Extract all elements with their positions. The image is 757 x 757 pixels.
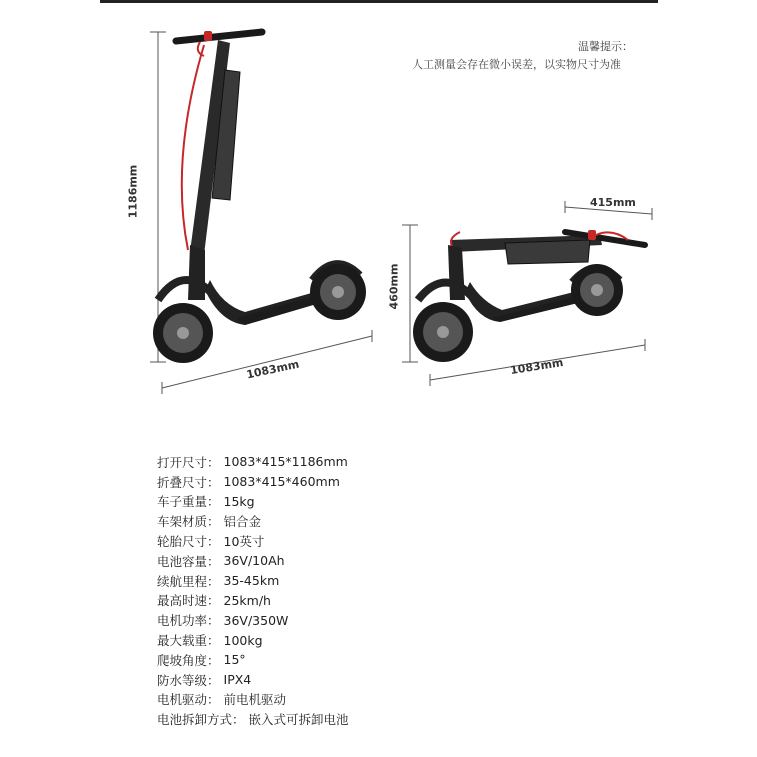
spec-label: 防水等级： bbox=[157, 672, 220, 688]
spec-value: 前电机驱动 bbox=[223, 692, 287, 708]
spec-value: IPX4 bbox=[223, 672, 252, 688]
tip-title: 温馨提示： bbox=[578, 40, 633, 53]
spec-label: 打开尺寸： bbox=[157, 454, 220, 470]
spec-label: 最高时速： bbox=[157, 593, 220, 609]
spec-label: 折叠尺寸： bbox=[157, 474, 220, 490]
spec-value: 35-45km bbox=[223, 573, 280, 589]
spec-label: 电池容量： bbox=[157, 553, 220, 569]
spec-label: 车子重量： bbox=[157, 494, 220, 510]
tip-text: 人工测量会存在微小误差，以实物尺寸为准 bbox=[412, 58, 621, 71]
spec-row-open-size bbox=[157, 452, 349, 472]
spec-label: 最大载重： bbox=[157, 633, 220, 649]
spec-row-weight bbox=[157, 492, 349, 512]
spec-label: 电池拆卸方式： bbox=[157, 712, 245, 728]
spec-row-battery-capacity bbox=[157, 551, 349, 571]
spec-list bbox=[157, 452, 349, 729]
spec-row-max-load bbox=[157, 630, 349, 650]
spec-value: 嵌入式可拆卸电池 bbox=[248, 712, 349, 728]
spec-row-range bbox=[157, 571, 349, 591]
spec-value: 1083*415*1186mm bbox=[223, 454, 348, 470]
spec-row-battery-removal bbox=[157, 709, 349, 729]
spec-value: 100kg bbox=[223, 632, 263, 648]
spec-label: 电机驱动： bbox=[157, 692, 220, 708]
unfolded-height-label: 1186mm bbox=[126, 164, 140, 219]
unfolded-scooter bbox=[153, 31, 366, 363]
spec-label: 爬坡角度： bbox=[157, 652, 220, 668]
spec-label: 电机功率： bbox=[157, 613, 220, 629]
folded-height-label: 460mm bbox=[387, 263, 401, 310]
spec-row-motor-drive bbox=[157, 690, 349, 710]
spec-label: 续航里程： bbox=[157, 573, 220, 589]
folded-scooter bbox=[413, 230, 645, 362]
unfolded-length-label: 1083mm bbox=[245, 357, 301, 382]
spec-value: 1083*415*460mm bbox=[223, 474, 340, 490]
folded-length-label: 1083mm bbox=[509, 355, 565, 378]
spec-value: 铝合金 bbox=[223, 514, 262, 530]
spec-value: 36V/350W bbox=[223, 612, 289, 628]
spec-value: 25km/h bbox=[223, 592, 271, 608]
spec-row-climb-angle bbox=[157, 650, 349, 670]
spec-row-folded-size bbox=[157, 472, 349, 492]
spec-value: 10英寸 bbox=[223, 534, 265, 550]
spec-row-tire-size bbox=[157, 531, 349, 551]
spec-label: 轮胎尺寸： bbox=[157, 534, 220, 550]
folded-width-label: 415mm bbox=[590, 196, 636, 209]
spec-value: 36V/10Ah bbox=[223, 553, 285, 569]
spec-value: 15kg bbox=[223, 493, 255, 509]
spec-label: 车架材质： bbox=[157, 514, 220, 530]
spec-value: 15° bbox=[223, 652, 246, 668]
spec-row-waterproof bbox=[157, 670, 349, 690]
spec-row-max-speed bbox=[157, 591, 349, 611]
spec-row-frame-material bbox=[157, 511, 349, 531]
spec-row-motor-power bbox=[157, 610, 349, 630]
